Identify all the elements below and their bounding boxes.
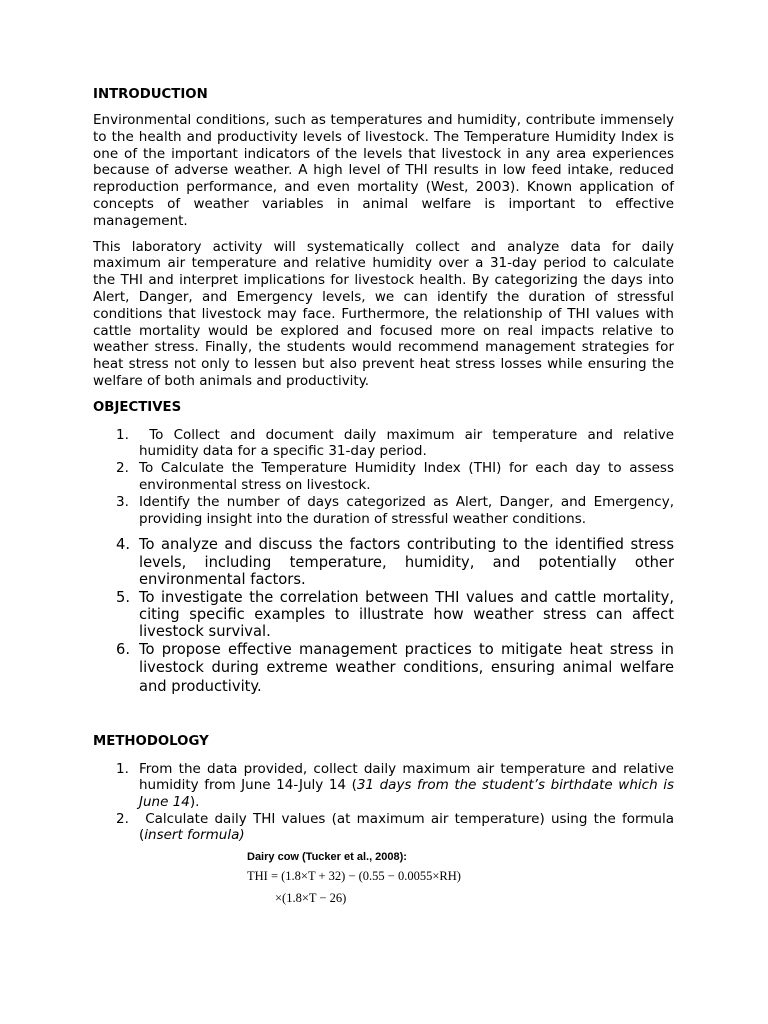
objective-item-3 bbox=[93, 494, 674, 527]
methodology-italic-text: insert formula) bbox=[144, 827, 245, 844]
objective-number: 1. bbox=[116, 426, 129, 443]
objectives-list-part-2 bbox=[93, 536, 674, 696]
introduction-paragraph-1: Environmental conditions, such as temperatures and humidity, contribute immensely to the health and productivity levels of livestock. The Temperature Humidity Index is one of the important indicators of the levels that livestock in any area experiences because of adverse weather. A high level of THI results in low feed intake, reduced reproduction performance, and even mortality (West, 2003). Known application of concepts of weather variables in animal welfare is important to effective management. bbox=[93, 112, 674, 229]
objective-item-6 bbox=[93, 641, 674, 697]
objective-text: To Calculate the Temperature Humidity Index (THI) for each day to assess environmental stress on livestock. bbox=[139, 460, 674, 494]
objective-number: 6. bbox=[116, 640, 131, 658]
objective-text: To Collect and document daily maximum air temperature and relative humidity data for a specific 31-day period. bbox=[139, 426, 679, 460]
methodology-text-end: ). bbox=[189, 793, 200, 810]
introduction-paragraph-2: This laboratory activity will systematically collect and analyze data for daily maximum air temperature and relative humidity over a 31-day period to calculate the THI and interpret implications for livestock health. By categorizing the days into Alert, Danger, and Emergency levels, we can identify the duration of stressful conditions that livestock may face. Furthermore, the relationship of THI values with cattle mortality would be explored and focused more on real impacts relative to weather stress. Finally, the students would recommend management strategies for heat stress not only to lessen but also prevent heat stress losses while ensuring the welfare of both animals and productivity. bbox=[93, 238, 674, 389]
objectives-heading: OBJECTIVES bbox=[93, 399, 182, 415]
methodology-item-2 bbox=[93, 810, 679, 844]
methodology-italic-text: 31 days from the student’s birthdate which is June 14 bbox=[139, 777, 674, 810]
objective-number: 4. bbox=[116, 536, 131, 554]
methodology-text: Calculate daily THI values (at maximum air temperature) using the formula ( bbox=[139, 810, 679, 844]
formula-line-2: ×(1.8×T − 26) bbox=[275, 891, 347, 905]
objective-item-2 bbox=[93, 460, 674, 493]
objective-number: 5. bbox=[116, 588, 131, 606]
methodology-number: 1. bbox=[116, 760, 129, 777]
methodology-item-1 bbox=[93, 761, 674, 811]
objective-number: 2. bbox=[116, 460, 129, 477]
objective-item-4 bbox=[93, 536, 674, 588]
objective-text: To investigate the correlation between THI values and cattle mortality, citing specific examples to illustrate how weather stress can affect livestock survival. bbox=[139, 588, 674, 641]
methodology-text: From the data provided, collect daily maximum air temperature and relative humidity from June 14-July 14 ( bbox=[139, 760, 674, 794]
thi-formula-image bbox=[247, 850, 477, 907]
objective-item-5 bbox=[93, 589, 674, 641]
methodology-number: 2. bbox=[116, 810, 129, 827]
objective-text: To propose effective management practices to mitigate heat stress in livestock during extreme weather conditions, ensuring animal welfare and productivity. bbox=[139, 640, 674, 695]
formula-line-1: THI = (1.8×T + 32) − (0.55 − 0.0055×RH) bbox=[247, 869, 461, 883]
methodology-heading: METHODOLOGY bbox=[93, 733, 209, 749]
objective-item-1 bbox=[93, 426, 679, 460]
formula-title: Dairy cow (Tucker et al., 2008): bbox=[247, 851, 407, 863]
objective-number: 3. bbox=[116, 494, 129, 511]
introduction-heading: INTRODUCTION bbox=[93, 87, 208, 102]
document-page bbox=[93, 86, 679, 907]
objective-text: Identify the number of days categorized as Alert, Danger, and Emergency, providing insight into the duration of stressful weather conditions. bbox=[139, 494, 674, 527]
objective-text: To analyze and discuss the factors contributing to the identified stress levels, including temperature, humidity, and potentially other environmental factors. bbox=[139, 536, 674, 589]
objectives-list-part-1 bbox=[93, 426, 679, 528]
methodology-list bbox=[93, 760, 679, 844]
